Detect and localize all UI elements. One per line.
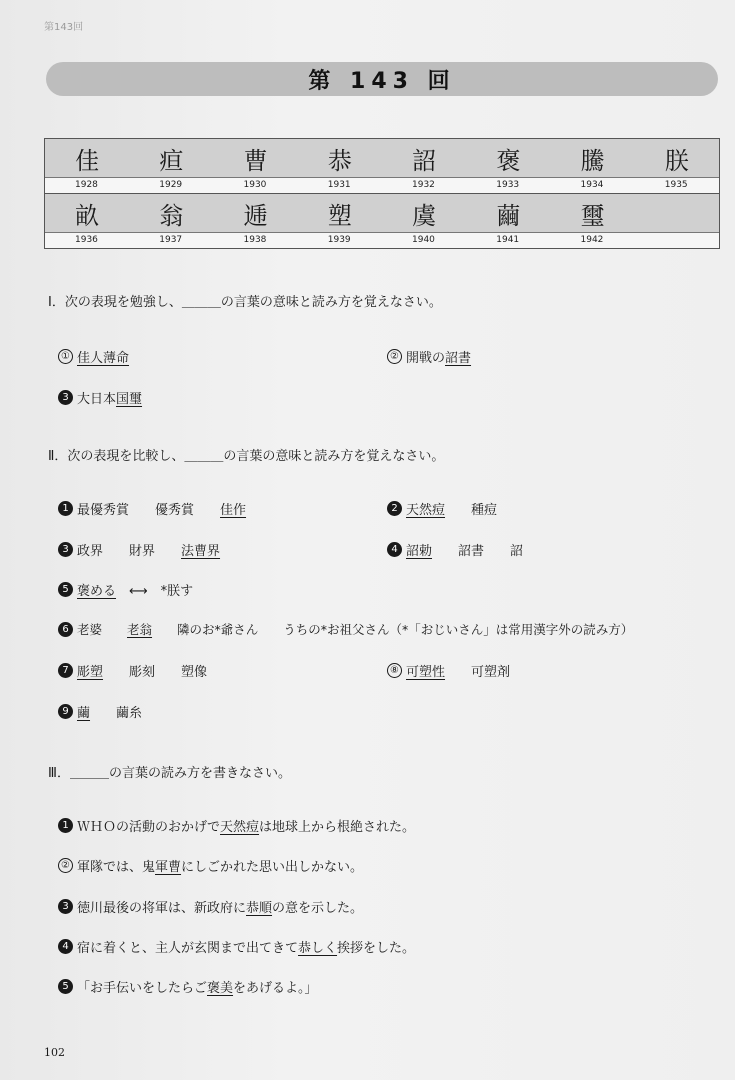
kanji-number: 1930 [243,180,267,190]
kanji-number: 1933 [496,180,520,190]
kanji-cell: 褒 [496,146,521,175]
kanji-cell: 朕 [664,146,689,175]
kanji-cell: 佳 [75,146,100,175]
section-2-item: 7 彫塑 彫刻 塑像 [58,661,207,680]
section-2-item: 9 繭 繭糸 [58,702,142,721]
kanji-cell: 騰 [580,146,605,175]
section-2-heading: Ⅱ．次の表現を比較し、＿＿＿の言葉の意味と読み方を覚えなさい。 [48,449,445,464]
kanji-cell: 詔 [412,146,437,175]
section-1-heading: Ⅰ．次の表現を勉強し、＿＿＿の言葉の意味と読み方を覚えなさい。 [48,295,442,310]
item-number: 4 [58,939,73,954]
title-bar [46,62,718,96]
section-2-item: 6 老婆 老翁 隣のお*爺さん うちの*お祖父さん（*「おじいさん」は常用漢字外の読み方） [58,620,633,638]
item-number: ② [58,858,73,873]
section-1-item: ② 開戦の 詔書 [387,347,471,366]
item-number: 3 [58,390,73,405]
kanji-number: 1938 [243,235,267,245]
item-number: 2 [387,501,402,516]
kanji-number: 1931 [327,180,351,190]
kanji-number: 1939 [327,235,351,245]
kanji-number: 1934 [580,180,604,190]
item-number: 9 [58,704,73,719]
kanji-number: 1928 [75,180,98,190]
kanji-number: 1932 [412,180,435,190]
kanji-number: 1941 [496,235,520,245]
page-number: 102 [44,1046,65,1059]
kanji-number: 1929 [159,180,183,190]
item-number: ① [58,349,73,364]
kanji-cell: 璽 [580,201,605,230]
kanji-cell: 繭 [496,201,521,230]
kanji-cell: 疸 [159,146,184,175]
kanji-row [45,194,719,233]
kanji-number: 1937 [159,235,183,245]
item-number: 1 [58,818,73,833]
section-3-item: 1 ＷＨＯの活動のおかげで 天然痘 は地球上から根絶された。 [58,816,415,835]
kanji-cell: 虞 [412,201,437,230]
section-2-item: 3 政界 財界 法曹界 [58,540,220,559]
item-number: ⑧ [387,663,402,678]
kanji-cell: 曹 [243,146,268,175]
kanji-number: 1940 [412,235,435,245]
kanji-number: 1935 [664,180,688,190]
section-1-item: ① 佳人薄命 [58,347,129,366]
item-number: ② [387,349,402,364]
kanji-number: 1942 [580,235,604,245]
kanji-cell: 恭 [327,146,352,175]
kanji-number: 1936 [75,235,98,245]
item-number: 6 [58,622,73,637]
section-2-item: 2 天然痘 種痘 [387,499,497,518]
section-3-item: 5 「お手伝いをしたらご 褒美 をあげるよ。」 [58,977,318,996]
header-tag: 第143回 [44,22,84,33]
item-number: 5 [58,582,73,597]
section-2-item: 5 褒める ⟷ *朕す [58,580,193,599]
section-3-item: 3 徳川最後の将軍は、新政府に 恭順 の意を示した。 [58,897,363,916]
section-3-item: 4 宿に着くと、主人が玄関まで出てきて 恭しく 挨拶をした。 [58,937,415,956]
item-number: 3 [58,899,73,914]
section-1-item: 3 大日本 国璽 [58,388,142,407]
item-number: 3 [58,542,73,557]
kanji-cell: 逓 [243,201,268,230]
kanji-table [44,138,720,249]
number-row [45,233,719,248]
section-3-item: ② 軍隊では、鬼 軍曹 にしごかれた思い出しかない。 [58,856,363,875]
section-2-item: ⑧ 可塑性 可塑剤 [387,661,510,680]
section-2-item: 4 詔勅 詔書 詔 [387,540,523,559]
section-2-item: 1 最優秀賞 優秀賞 佳作 [58,499,246,518]
kanji-cell: 翁 [159,201,184,230]
item-number: 4 [387,542,402,557]
item-number: 7 [58,663,73,678]
kanji-cell: 畝 [75,201,100,230]
kanji-cell [635,194,719,232]
number-row [45,178,719,194]
kanji-row [45,139,719,178]
item-number: 5 [58,979,73,994]
page-title: 第 143 回 [308,68,456,94]
kanji-cell: 塑 [327,201,352,230]
item-number: 1 [58,501,73,516]
section-3-heading: Ⅲ．＿＿＿の言葉の読み方を書きなさい。 [48,766,291,781]
kanji-number [635,233,719,248]
